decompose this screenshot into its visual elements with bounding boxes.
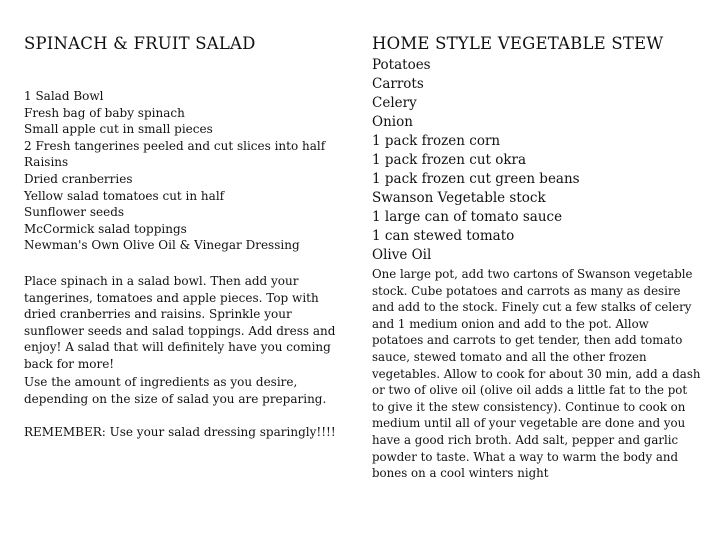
ingredient-item: 1 pack frozen corn (372, 133, 501, 149)
ingredient-item: 1 pack frozen cut okra (372, 152, 527, 168)
ingredient-item: 1 Salad Bowl (24, 89, 104, 103)
ingredient-item: Carrots (372, 76, 424, 92)
ingredient-item: Newman's Own Olive Oil & Vinegar Dressing (24, 238, 300, 253)
ingredient-item: 1 pack frozen cut green beans (372, 171, 580, 187)
salad-instructions: Place spinach in a salad bowl. Then add your tangerines, tomatoes and apple pieces. Top with dried cranberries and raisins. Sprinkle your sunflower seeds and salad toppings. Add dress and enjoy! A salad that will definitely have you coming back for more! (24, 274, 336, 371)
ingredient-item: Raisins (24, 155, 69, 170)
ingredient-item: Onion (372, 114, 413, 130)
ingredient-item: Small apple cut in small pieces (24, 122, 213, 137)
ingredient-item: McCormick salad toppings (24, 221, 187, 236)
ingredient-item: 1 large can of tomato sauce (372, 209, 563, 225)
salad-ingredient-list (24, 88, 325, 254)
ingredient-item: 2 Fresh tangerines peeled and cut slices into half (24, 138, 326, 153)
salad-dressing-reminder: REMEMBER: Use your salad dressing sparingly!!!! (24, 425, 336, 439)
stew-ingredient-list (372, 56, 580, 265)
ingredient-item: Olive Oil (372, 247, 432, 263)
salad-title: SPINACH & FRUIT SALAD (24, 34, 256, 53)
stew-instructions: One large pot, add two cartons of Swanson vegetable stock. Cube potatoes and carrots as many as desire and add to the stock. Finely cut a few stalks of celery and 1 medium onion and add to the pot. Allow potatoes and carrots to get tender, then add tomato sauce, stewed tomato and all the other frozen vegetables. Allow to cook for about 30 min, add a dash or two of olive oil (olive oil adds a little fat to the pot to give it the stew consistency). Continue to cook on medium until all of your vegetable are done and you have a good rich broth. Add salt, pepper and garlic powder to taste. What a way to warm the body and bones on a cool winters night (372, 267, 701, 481)
stew-title: HOME STYLE VEGETABLE STEW (372, 34, 664, 53)
ingredient-item: Sunflower seeds (24, 205, 125, 220)
ingredient-item: 1 can stewed tomato (372, 228, 515, 244)
ingredient-item: Potatoes (372, 57, 431, 73)
ingredient-item: Dried cranberries (24, 171, 133, 186)
ingredient-item: Celery (372, 95, 417, 111)
ingredient-item: Swanson Vegetable stock (372, 190, 546, 206)
salad-amount-note: Use the amount of ingredients as you desire, depending on the size of salad you are preparing. (24, 375, 327, 406)
ingredient-item: Fresh bag of baby spinach (24, 105, 185, 120)
ingredient-item: Yellow salad tomatoes cut in half (24, 188, 225, 203)
